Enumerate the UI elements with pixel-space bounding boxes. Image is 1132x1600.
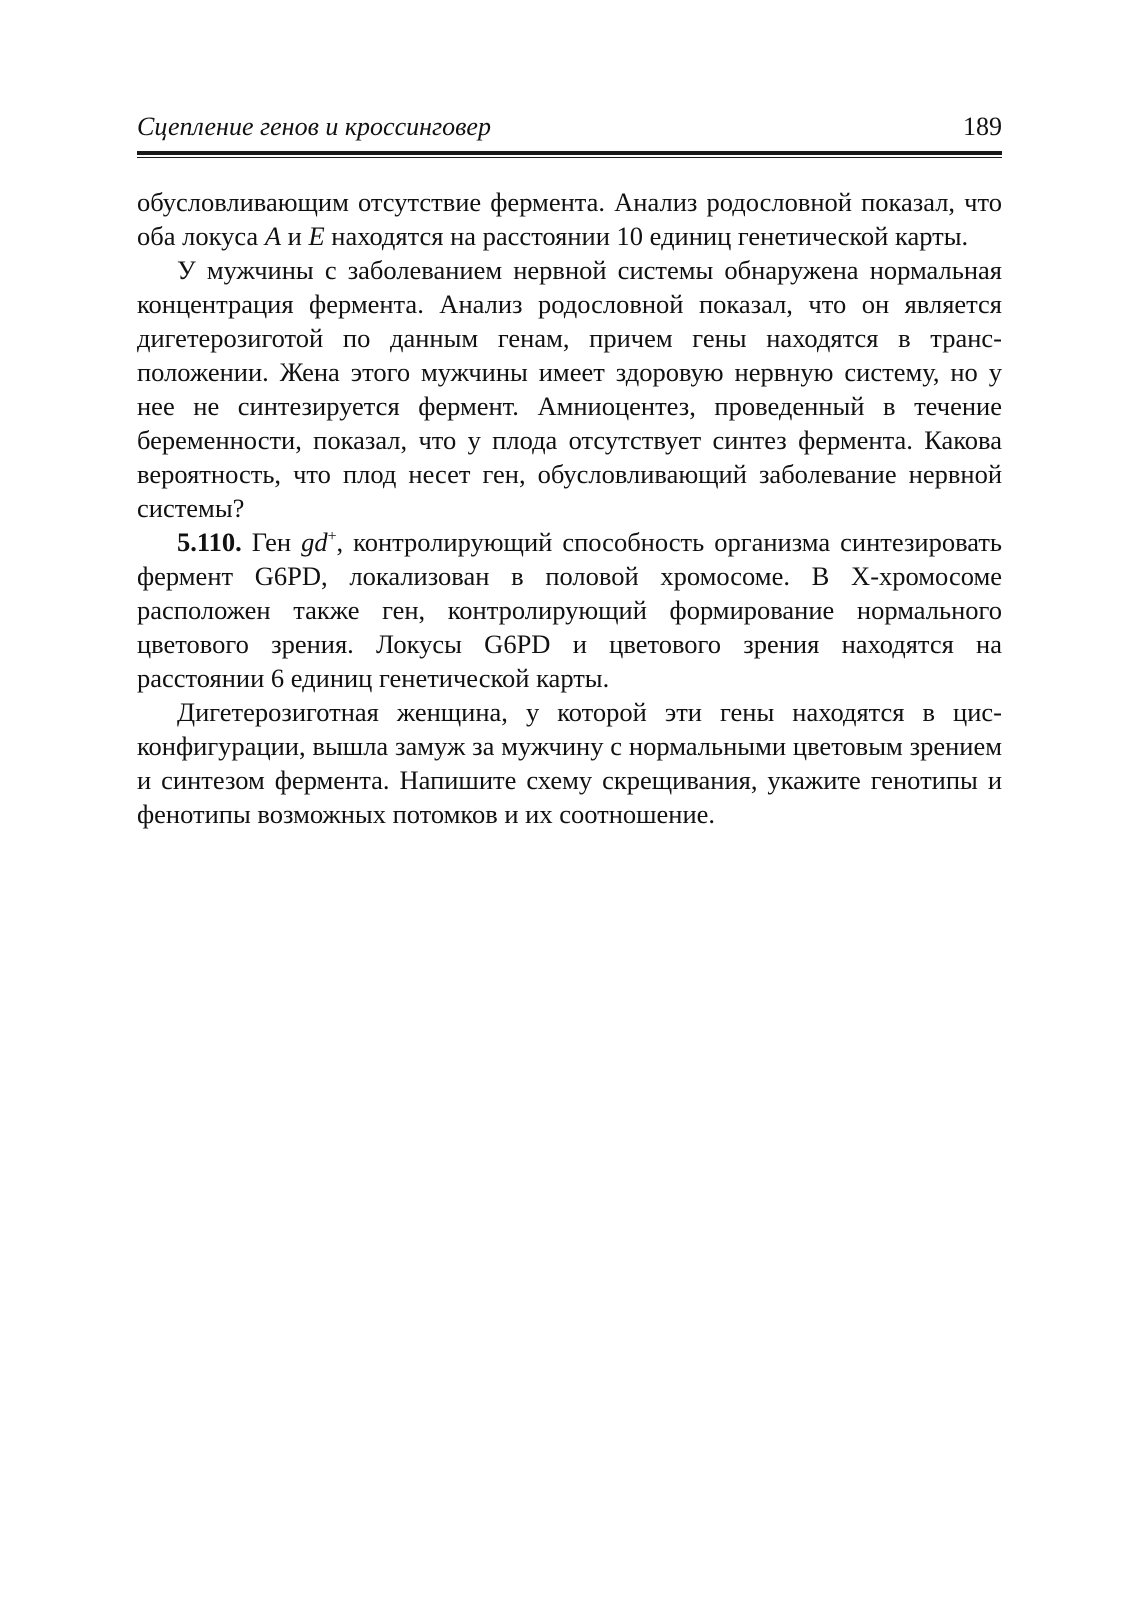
header-rule [137,151,1002,158]
paragraph-text: обусловливающим отсутствие фермента. Анализ родословной показал, что оба локуса [137,187,1002,251]
paragraph-male-patient [137,253,1002,525]
paragraph-text: Ген [241,527,302,557]
gene-symbol: gd [301,527,328,557]
page-number: 189 [963,112,1002,141]
problem-number: 5.110. [177,527,242,557]
paragraph-continuation [137,185,1002,253]
running-header [137,107,1002,147]
conjunction-text: и [281,221,309,251]
gene-superscript: + [327,528,337,546]
body-text [137,185,1002,831]
paragraph-text: У мужчины с заболеванием нервной системы обнаружена нормальная концентрация фермента. Анализ родословной показал, что он является дигетерозиготой по данным генам, причем гены находятся в транс-положении. Жена этого мужчины имеет здоровую нервную систему, но у нее не синтезируется фермент. Амниоцентез, проведенный в течение беременности, показал, что у плода отсутствует синтез фермента. Какова вероятность, что плод несет ген, обусловливающий заболевание нервной системы? [137,255,1002,523]
locus-a: А [264,221,282,251]
paragraph-problem-5-110 [137,525,1002,695]
locus-e: Е [308,221,325,251]
paragraph-text: , контролирующий способность организма синтезировать фермент G6PD, локализован в половой хромосоме. В Х-хромосоме расположен также ген, контролирующий формирование нормального цветового зрения. Локусы G6PD и цветового зрения находятся на расстоянии 6 единиц генетической карты. [137,527,1003,693]
paragraph-task [137,695,1002,831]
paragraph-text: Дигетерозиготная женщина, у которой эти гены находятся в цис-конфигурации, вышла замуж за мужчину с нормальными цветовым зрением и синтезом фермента. Напишите схему скрещивания, укажите генотипы и фенотипы возможных потомков и их соотношение. [137,697,1002,829]
paragraph-text: находятся на расстоянии 10 единиц генетической карты. [324,221,969,251]
running-title: Сцепление генов и кроссинговер [137,112,491,141]
